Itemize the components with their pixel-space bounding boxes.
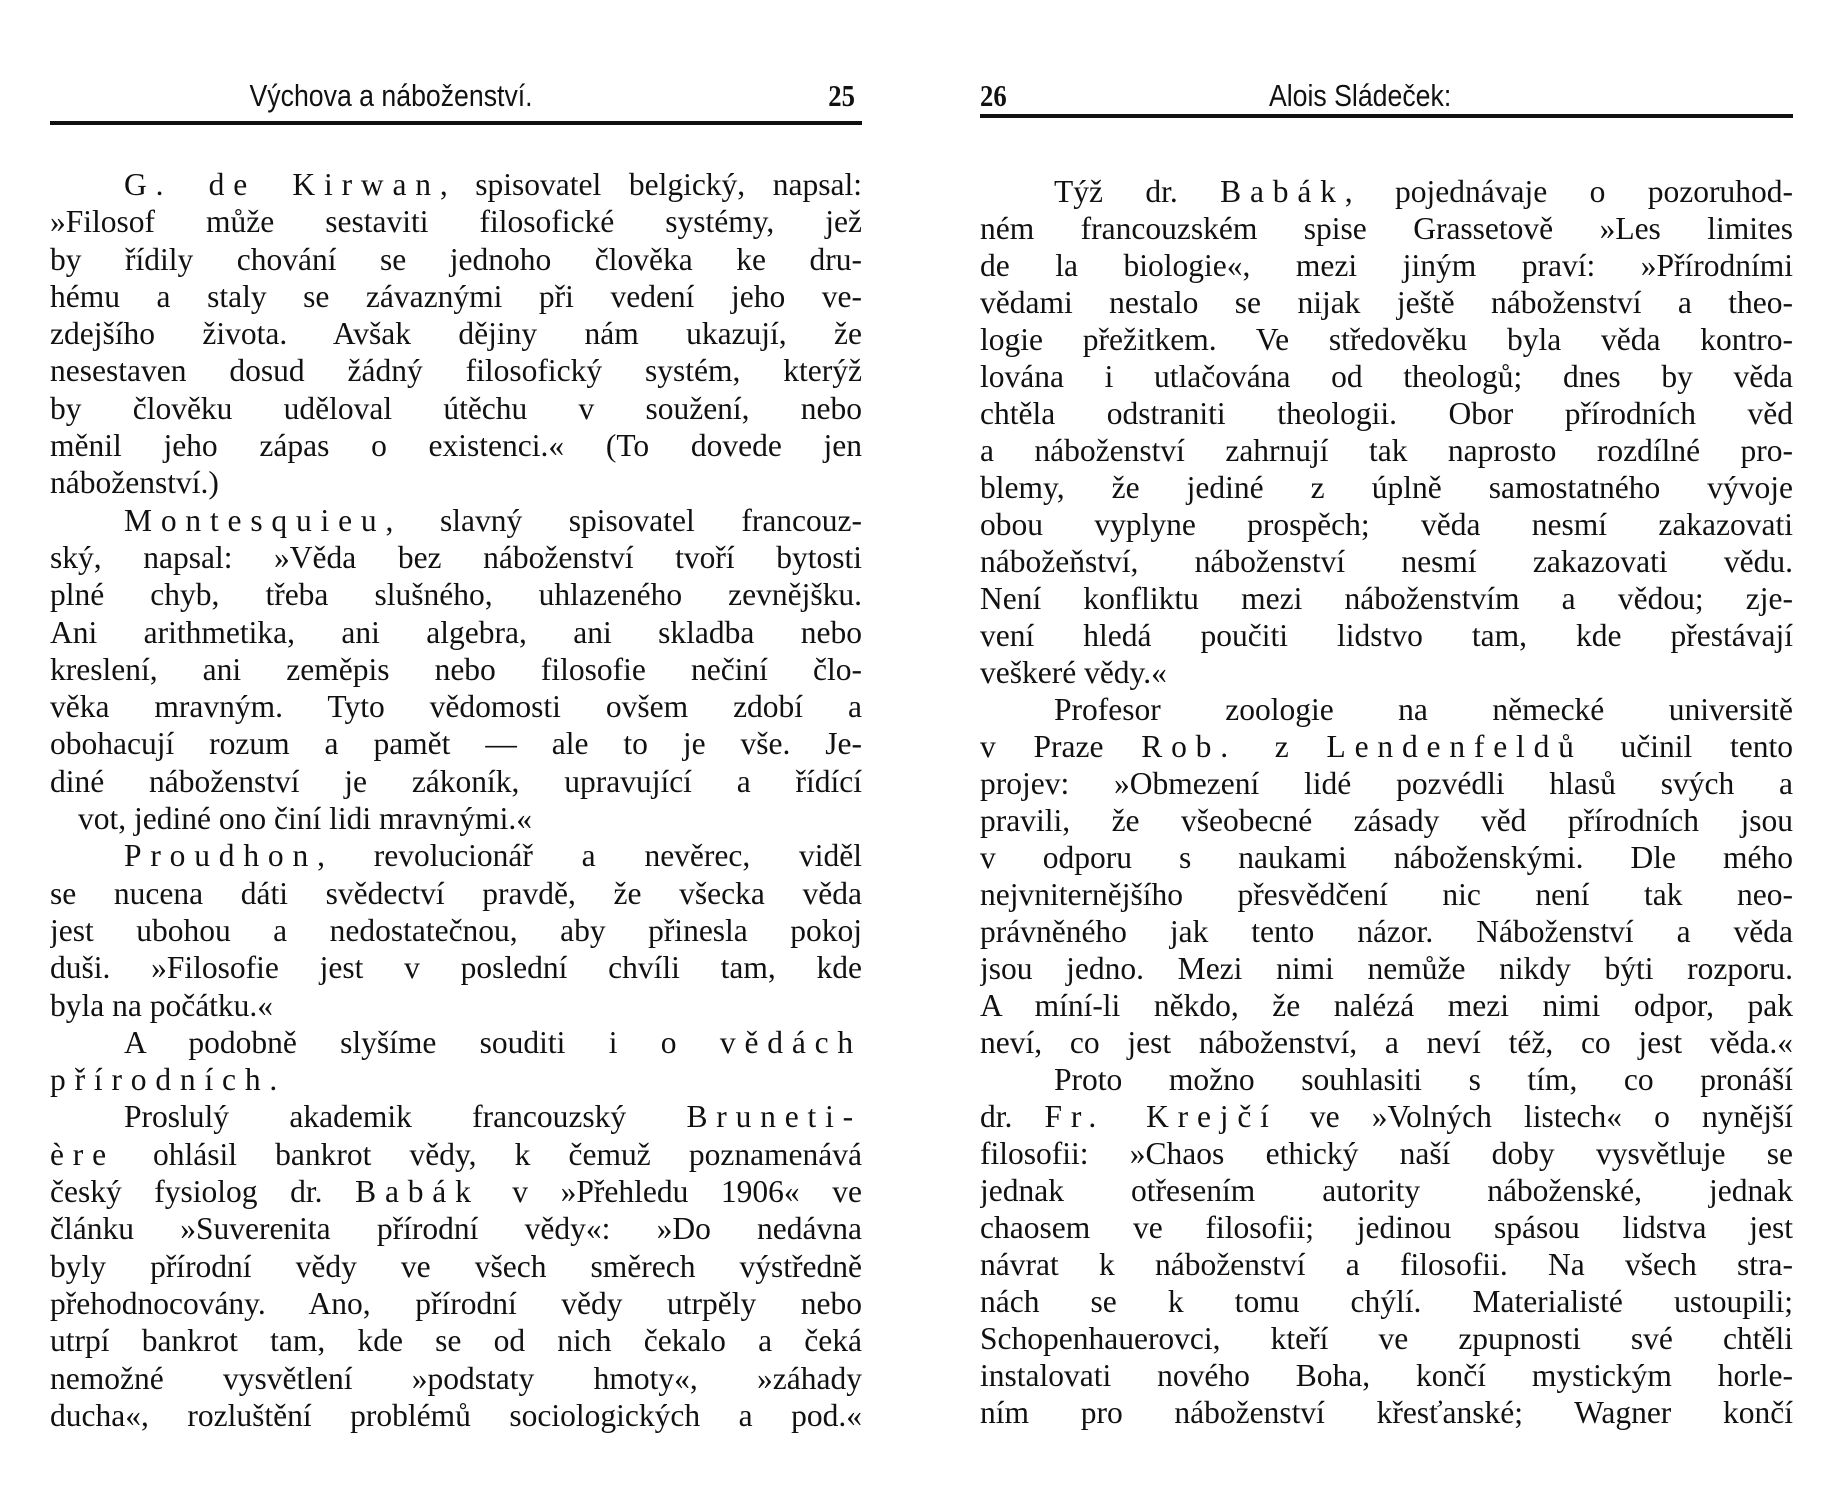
text-segment: jsou jedno. Mezi nimi nemůže nikdy býti rozporu. xyxy=(980,951,1793,986)
text-line xyxy=(980,1024,1793,1061)
emphasized-name: Montesquieu xyxy=(124,502,386,538)
text-line xyxy=(980,210,1793,247)
text-line xyxy=(980,247,1793,284)
text-segment: by člověku uděloval útěchu v soužení, nebo xyxy=(50,390,862,426)
text-segment: věka mravným. Tyto vědomosti ovšem zdobí a xyxy=(50,689,862,725)
text-segment: , pojednávaje o pozoruhod- xyxy=(1344,174,1793,209)
text-line xyxy=(50,502,862,539)
text-segment: Není konfliktu mezi náboženstvím a vědou; zje- xyxy=(980,581,1793,616)
text-segment: Profesor zoologie na německé universitě xyxy=(1054,692,1793,727)
emphasized-name: Rob. xyxy=(1141,729,1237,764)
emphasized-name: Proudhon xyxy=(124,838,318,874)
text-segment: byla na počátku.« xyxy=(50,987,274,1023)
text-line xyxy=(50,166,862,203)
text-segment: lována i utlačována od theologů; dnes by věda xyxy=(980,359,1793,394)
emphasized-name: G. de Kirwan xyxy=(124,167,440,202)
text-segment: Ani arithmetika, ani algebra, ani skladba nebo xyxy=(50,614,862,650)
text-line xyxy=(980,802,1793,839)
text-line xyxy=(980,469,1793,506)
page-number: 25 xyxy=(828,78,855,113)
text-segment: nábožeňství, náboženství nesmí zakazovati vědu. xyxy=(980,544,1793,579)
text-segment: de la biologie«, mezi jiným praví: »Přírodními xyxy=(980,248,1793,283)
text-line xyxy=(980,913,1793,950)
text-line xyxy=(980,432,1793,469)
text-segment: A míní-li někdo, že nalézá mezi nimi odpor, pak xyxy=(980,988,1793,1023)
text-segment: hému a staly se závaznými při vedení jeho ve- xyxy=(50,278,862,314)
text-segment: , spisovatel belgický, napsal: xyxy=(439,167,862,202)
text-segment: Proslulý akademik francouzský xyxy=(124,1099,687,1135)
text-segment: utrpí bankrot tam, kde se od nich čekalo a čeká xyxy=(50,1323,862,1359)
text-line xyxy=(50,1061,862,1098)
text-line xyxy=(50,1210,862,1247)
text-line xyxy=(50,800,862,837)
text-segment: neví, co jest náboženství, a neví též, co jest věda.« xyxy=(980,1025,1793,1060)
text-segment: chtěla odstraniti theologii. Obor přírodních věd xyxy=(980,396,1793,431)
text-line xyxy=(50,1322,862,1359)
text-line xyxy=(50,1136,862,1173)
text-line xyxy=(980,1209,1793,1246)
emphasized-name: Babák xyxy=(1220,174,1345,209)
text-segment: . xyxy=(269,1062,278,1098)
text-segment: filosofii: »Chaos ethický naší doby vysvětluje se xyxy=(980,1136,1793,1171)
text-segment: by řídily chování se jednoho člověka ke dru- xyxy=(50,241,862,277)
text-line xyxy=(980,1283,1793,1320)
text-segment: logie přežitkem. Ve středověku byla věda kontro- xyxy=(980,322,1793,357)
text-line xyxy=(980,543,1793,580)
text-line xyxy=(50,651,862,688)
text-line xyxy=(980,654,1793,691)
text-line xyxy=(50,614,862,651)
text-segment: duši. »Filosofie jest v poslední chvíli tam, kde xyxy=(50,950,862,986)
text-line xyxy=(50,1248,862,1285)
text-line xyxy=(50,1098,862,1135)
text-segment: vědami nestalo se nijak ještě náboženství a theo- xyxy=(980,285,1793,320)
text-segment: v Praze xyxy=(980,729,1142,764)
text-line xyxy=(50,315,862,352)
text-segment: »Filosof může sestaviti filosofické systémy, jež xyxy=(50,204,862,240)
text-segment: ský, napsal: »Věda bez náboženství tvoří bytosti xyxy=(50,539,862,575)
text-segment: jest ubohou a nedostatečnou, aby přinesla pokoj xyxy=(50,912,862,948)
text-segment: nejvniternějšího přesvědčení nic není tak neo- xyxy=(980,877,1793,912)
text-line xyxy=(980,839,1793,876)
text-line xyxy=(980,1061,1793,1098)
running-title: Výchova a náboženství. xyxy=(249,78,533,113)
emphasized-name: Fr. Krejčí xyxy=(1044,1099,1278,1134)
text-segment: projev: »Obmezení lidé pozvédli hlasů svých a xyxy=(980,766,1793,801)
text-line xyxy=(980,358,1793,395)
running-head xyxy=(50,78,860,114)
text-segment: zdejšího života. Avšak dějiny nám ukazují, že xyxy=(50,316,862,352)
text-segment: Schopenhauerovci, kteří ve zpupnosti své chtěli xyxy=(980,1321,1793,1356)
text-segment: náboženství.) xyxy=(50,465,219,501)
text-segment: veškeré vědy.« xyxy=(980,655,1167,690)
text-line xyxy=(980,321,1793,358)
text-line xyxy=(50,464,862,501)
emphasized-name: Bruneti- xyxy=(686,1099,862,1135)
text-line xyxy=(50,539,862,576)
text-segment: a náboženství zahrnují tak naprosto rozdílné pro- xyxy=(980,433,1793,468)
page-number: 26 xyxy=(980,78,1007,113)
text-segment: nemožné vysvětlení »podstaty hmoty«, »záhady xyxy=(50,1360,862,1396)
text-segment: , revolucionář a nevěrec, viděl xyxy=(317,838,862,874)
text-line xyxy=(980,1246,1793,1283)
emphasized-name: přírodních xyxy=(50,1062,270,1098)
text-segment: kreslení, ani zeměpis nebo filosofie nečiní člo- xyxy=(50,651,862,687)
emphasized-name: ère xyxy=(50,1136,115,1172)
header-rule xyxy=(50,121,862,125)
text-segment: dr. xyxy=(980,1099,1045,1134)
text-segment: z xyxy=(1236,729,1327,764)
emphasized-name: vědách xyxy=(719,1024,862,1060)
text-segment: ním pro náboženství křesťanské; Wagner končí xyxy=(980,1395,1793,1430)
header-rule xyxy=(980,114,1793,118)
text-segment: právněného jak tento názor. Náboženství a věda xyxy=(980,914,1793,949)
text-segment: článku »Suverenita přírodní vědy«: »Do nedávna xyxy=(50,1211,862,1247)
text-segment: v odporu s naukami náboženskými. Dle mého xyxy=(980,840,1793,875)
text-line xyxy=(980,506,1793,543)
text-segment: vot, jediné ono činí lidi mravnými.« xyxy=(78,801,533,837)
text-segment: byly přírodní vědy ve všech směrech výstředně xyxy=(50,1248,862,1284)
text-line xyxy=(50,241,862,278)
text-line xyxy=(980,284,1793,321)
text-line xyxy=(980,1357,1793,1394)
text-line xyxy=(50,352,862,389)
text-line xyxy=(980,1172,1793,1209)
text-segment: obohacují rozum a pamět — ale to je vše. Je- xyxy=(50,726,862,762)
text-segment: ducha«, rozluštění problémů sociologických a pod.« xyxy=(50,1397,862,1433)
text-segment: v »Přehledu 1906« ve xyxy=(479,1174,862,1210)
text-line xyxy=(50,390,862,427)
text-segment: ném francouzském spise Grassetově »Les limites xyxy=(980,211,1793,246)
text-segment: ve »Volných listech« o nynější xyxy=(1277,1099,1793,1134)
running-title: Alois Sládeček: xyxy=(1268,78,1452,113)
text-line xyxy=(50,837,862,874)
text-segment: Týž dr. xyxy=(1054,174,1221,209)
text-line xyxy=(50,875,862,912)
text-line xyxy=(50,1285,862,1322)
text-segment: chaosem ve filosofii; jedinou spásou lidstva jest xyxy=(980,1210,1793,1245)
text-segment: instalovati nového Boha, končí mystickým horle- xyxy=(980,1358,1793,1393)
text-line xyxy=(50,912,862,949)
text-line xyxy=(50,949,862,986)
text-segment: , slavný spisovatel francouz- xyxy=(385,502,862,538)
text-segment: jednak otřesením autority náboženské, jednak xyxy=(980,1173,1793,1208)
running-head xyxy=(980,78,1791,114)
text-line xyxy=(980,987,1793,1024)
text-segment: pravili, že všeobecné zásady věd přírodních jsou xyxy=(980,803,1793,838)
text-line xyxy=(50,987,862,1024)
text-line xyxy=(980,1320,1793,1357)
body-text xyxy=(980,173,1793,1431)
text-line xyxy=(980,1135,1793,1172)
text-segment: diné náboženství je zákoník, upravující a řídící xyxy=(50,763,862,799)
text-line xyxy=(50,576,862,613)
text-line xyxy=(980,691,1793,728)
text-segment: nách se k tomu chýlí. Materialisté ustoupili; xyxy=(980,1284,1793,1319)
text-line xyxy=(50,1024,862,1061)
text-segment: vení hledá poučiti lidstvo tam, kde přestávají xyxy=(980,618,1793,653)
text-line xyxy=(50,725,862,762)
text-segment: učinil tento xyxy=(1582,729,1793,764)
text-line xyxy=(980,173,1793,210)
text-line xyxy=(980,765,1793,802)
text-segment: obou vyplyne prospěch; věda nesmí zakazovati xyxy=(980,507,1793,542)
text-line xyxy=(50,278,862,315)
emphasized-name: Lendenfeldů xyxy=(1326,729,1583,764)
text-segment: ohlásil bankrot vědy, k čemuž poznamenává xyxy=(114,1136,862,1172)
text-line xyxy=(980,876,1793,913)
text-segment: A podobně slyšíme souditi i o xyxy=(124,1024,720,1060)
text-segment: se nucena dáti svědectví pravdě, že všecka věda xyxy=(50,875,862,911)
text-segment: plné chyb, třeba slušného, uhlazeného zevnějšku. xyxy=(50,577,862,613)
text-line xyxy=(980,1098,1793,1135)
text-line xyxy=(980,1394,1793,1431)
text-line xyxy=(50,1173,862,1210)
text-line xyxy=(980,617,1793,654)
text-line xyxy=(50,203,862,240)
text-segment: Proto možno souhlasiti s tím, co pronáší xyxy=(1054,1062,1793,1097)
body-text xyxy=(50,166,862,1434)
text-line xyxy=(50,763,862,800)
text-line xyxy=(980,728,1793,765)
text-segment: nesestaven dosud žádný filosofický systém, kterýž xyxy=(50,353,862,389)
text-segment: český fysiolog dr. xyxy=(50,1174,356,1210)
emphasized-name: Babák xyxy=(355,1174,480,1210)
text-line xyxy=(50,427,862,464)
text-segment: přehodnocovány. Ano, přírodní vědy utrpěly nebo xyxy=(50,1285,862,1321)
text-segment: měnil jeho zápas o existenci.« (To dovede jen xyxy=(50,428,862,464)
text-segment: blemy, že jediné z úplně samostatného vývoje xyxy=(980,470,1793,505)
text-segment: návrat k náboženství a filosofii. Na všech stra- xyxy=(980,1247,1793,1282)
text-line xyxy=(50,688,862,725)
text-line xyxy=(980,395,1793,432)
text-line xyxy=(50,1360,862,1397)
text-line xyxy=(50,1397,862,1434)
text-line xyxy=(980,580,1793,617)
text-line xyxy=(980,950,1793,987)
